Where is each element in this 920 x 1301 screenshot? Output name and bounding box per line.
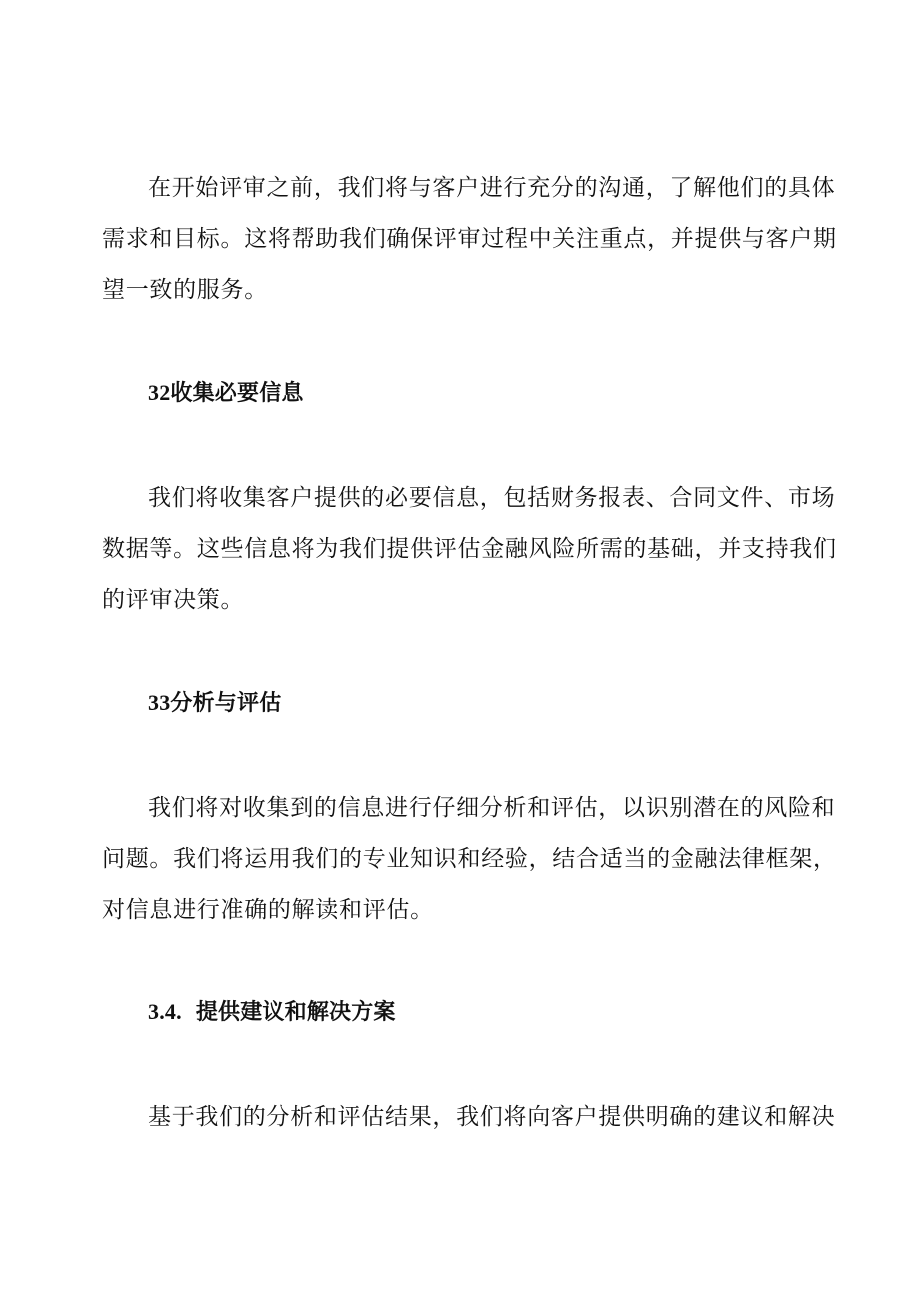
paragraph-4-line-1: 基于我们的分析和评估结果，我们将向客户提供明确的建议和解决	[148, 1104, 836, 1130]
paragraph-2-line-1: 我们将收集客户提供的必要信息，包括财务报表、合同文件、市场	[148, 485, 836, 511]
section-heading-3-2	[148, 378, 304, 409]
paragraph-3-line-1: 我们将对收集到的信息进行仔细分析和评估，以识别潜在的风险和	[148, 795, 836, 821]
paragraph-1-line-1: 在开始评审之前，我们将与客户进行充分的沟通，了解他们的具体	[148, 175, 836, 201]
paragraph-1-line-3: 望一致的服务。	[102, 277, 268, 303]
paragraph-2-line-3: 的评审决策。	[102, 587, 245, 613]
paragraph-2-line-2: 数据等。这些信息将为我们提供评估金融风险所需的基础，并支持我们	[102, 536, 837, 562]
paragraph-3-line-3: 对信息进行准确的解读和评估。	[102, 897, 434, 923]
section-number: 3.4.	[148, 999, 182, 1024]
section-number: 33	[148, 690, 171, 715]
section-heading-3-3	[148, 688, 281, 719]
paragraph-3-line-2: 问题。我们将运用我们的专业知识和经验，结合适当的金融法律框架，	[102, 846, 837, 872]
paragraph-1-line-2: 需求和目标。这将帮助我们确保评审过程中关注重点，并提供与客户期	[102, 226, 837, 252]
section-heading-3-4	[148, 997, 396, 1028]
section-title: 分析与评估	[170, 691, 282, 716]
section-title: 收集必要信息	[170, 381, 304, 406]
section-number: 32	[148, 380, 171, 405]
section-title: 提供建议和解决方案	[195, 1000, 396, 1025]
